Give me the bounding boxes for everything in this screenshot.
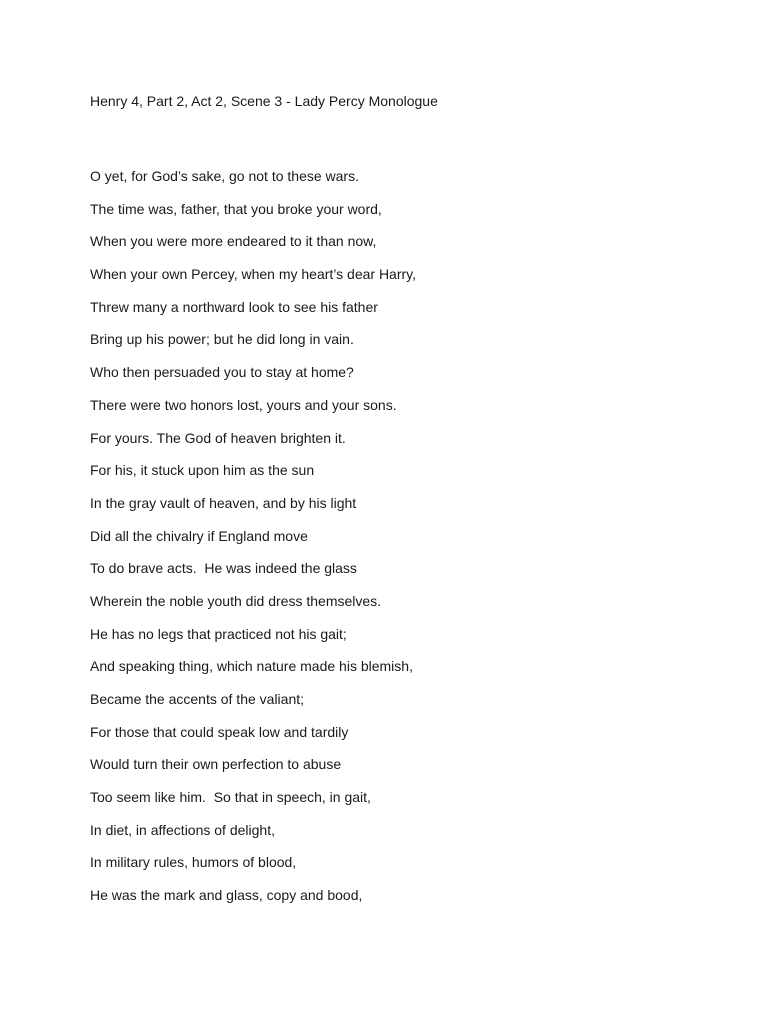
monologue-line: In the gray vault of heaven, and by his light [90,494,357,511]
monologue-line: Did all the chivalry if England move [90,527,308,544]
monologue-line: There were two honors lost, yours and your sons. [90,396,397,413]
monologue-line: O yet, for God’s sake, go not to these wars. [90,168,359,184]
monologue-line: He was the mark and glass, copy and bood, [90,887,363,904]
monologue-line: In diet, in affections of delight, [90,821,275,838]
monologue-line: Too seem like him. So that in speech, in gait, [90,789,371,806]
monologue-line: Became the accents of the valiant; [90,691,305,707]
monologue-line: And speaking thing, which nature made his blemish, [90,658,413,675]
monologue-line: The time was, father, that you broke your word, [90,200,382,217]
monologue-line: For his, it stuck upon him as the sun [90,462,315,479]
monologue-text [90,166,416,918]
monologue-line: For those that could speak low and tardily [90,723,349,740]
monologue-line: When you were more endeared to it than now, [90,233,377,250]
monologue-line: For yours. The God of heaven brighten it. [90,429,346,446]
monologue-line: When your own Percey, when my heart’s dear Harry, [90,266,417,283]
monologue-line: Who then persuaded you to stay at home? [90,364,354,381]
monologue-line: Threw many a northward look to see his father [90,298,378,315]
monologue-line: Bring up his power; but he did long in vain. [90,331,354,348]
monologue-line: To do brave acts. He was indeed the glass [90,560,357,577]
monologue-line: Wherein the noble youth did dress themselves. [90,592,382,609]
monologue-line: He has no legs that practiced not his gait; [90,625,347,642]
document-title: Henry 4, Part 2, Act 2, Scene 3 - Lady Percy Monologue [90,93,438,109]
monologue-line: In military rules, humors of blood, [90,854,297,871]
monologue-line: Would turn their own perfection to abuse [90,756,342,773]
